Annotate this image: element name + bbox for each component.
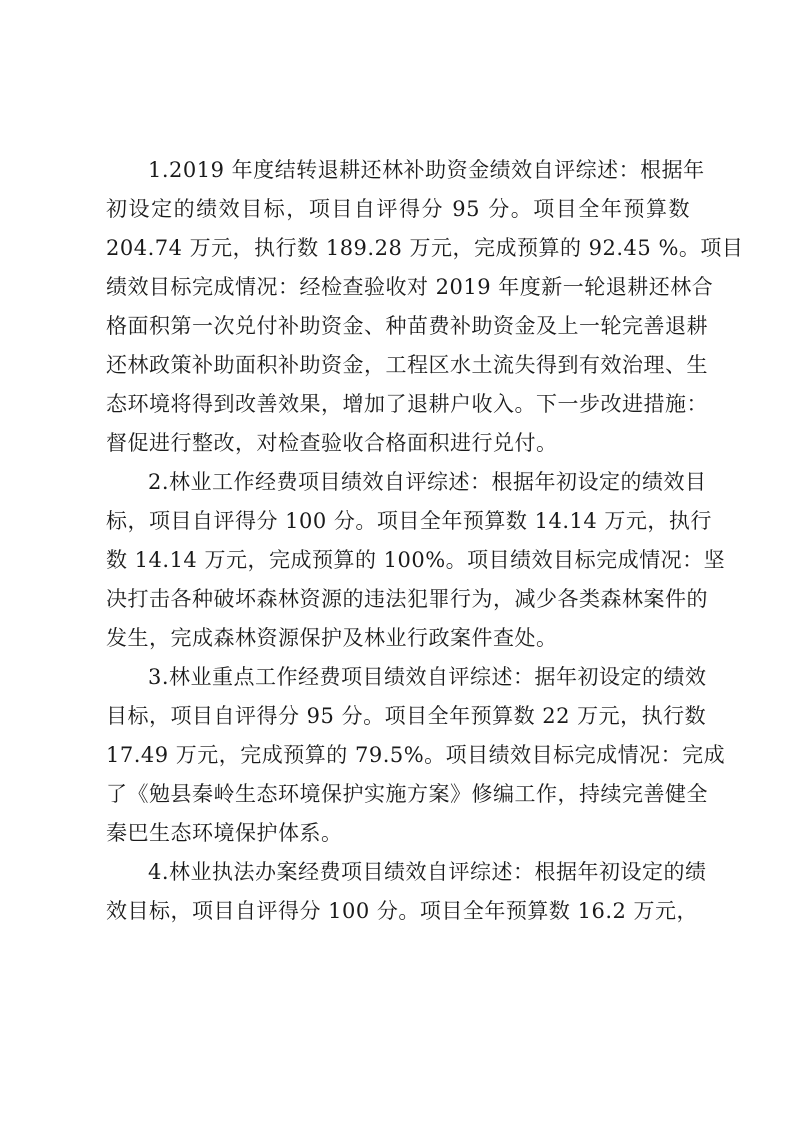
paragraph-line: 还林政策补助面积补助资金，工程区水土流失得到有效治理、生 [106, 353, 708, 377]
paragraph-line: 2.林业工作经费项目绩效自评综述：根据年初设定的绩效目 [148, 470, 707, 494]
paragraph-3 [106, 658, 726, 853]
paragraph-line: 效目标，项目自评得分 100 分。项目全年预算数 16.2 万元， [106, 899, 699, 923]
paragraph-line: 了《勉县秦岭生态环境保护实施方案》修编工作，持续完善健全 [106, 782, 708, 806]
paragraph-line: 3.林业重点工作经费项目绩效自评综述：据年初设定的绩效 [148, 665, 707, 689]
paragraph-line: 1.2019 年度结转退耕还林补助资金绩效自评综述：根据年 [148, 158, 705, 182]
paragraph-line: 初设定的绩效目标，项目自评得分 95 分。项目全年预算数 [106, 197, 690, 221]
paragraph-line: 格面积第一次兑付补助资金、种苗费补助资金及上一轮完善退耕 [106, 314, 708, 338]
paragraph-line: 目标，项目自评得分 95 分。项目全年预算数 22 万元，执行数 [106, 704, 707, 728]
paragraph-2 [106, 463, 726, 658]
paragraph-1 [106, 151, 744, 463]
paragraph-4 [106, 853, 707, 931]
paragraph-line: 秦巴生态环境保护体系。 [106, 821, 343, 845]
paragraph-line: 态环境将得到改善效果，增加了退耕户收入。下一步改进措施： [106, 392, 708, 416]
document-body [106, 151, 744, 931]
paragraph-line: 数 14.14 万元，完成预算的 100%。项目绩效目标完成情况：坚 [106, 548, 726, 572]
paragraph-line: 17.49 万元，完成预算的 79.5%。项目绩效目标完成情况：完成 [106, 743, 726, 767]
paragraph-line: 绩效目标完成情况：经检查验收对 2019 年度新一轮退耕还林合 [106, 275, 714, 299]
paragraph-line: 发生，完成森林资源保护及林业行政案件查处。 [106, 626, 558, 650]
paragraph-line: 204.74 万元，执行数 189.28 万元，完成预算的 92.45 %。项目 [106, 236, 744, 260]
paragraph-line: 决打击各种破坏森林资源的违法犯罪行为，减少各类森林案件的 [106, 587, 708, 611]
paragraph-line: 4.林业执法办案经费项目绩效自评综述：根据年初设定的绩 [148, 860, 707, 884]
paragraph-line: 标，项目自评得分 100 分。项目全年预算数 14.14 万元，执行 [106, 509, 712, 533]
paragraph-line: 督促进行整改，对检查验收合格面积进行兑付。 [106, 431, 558, 455]
